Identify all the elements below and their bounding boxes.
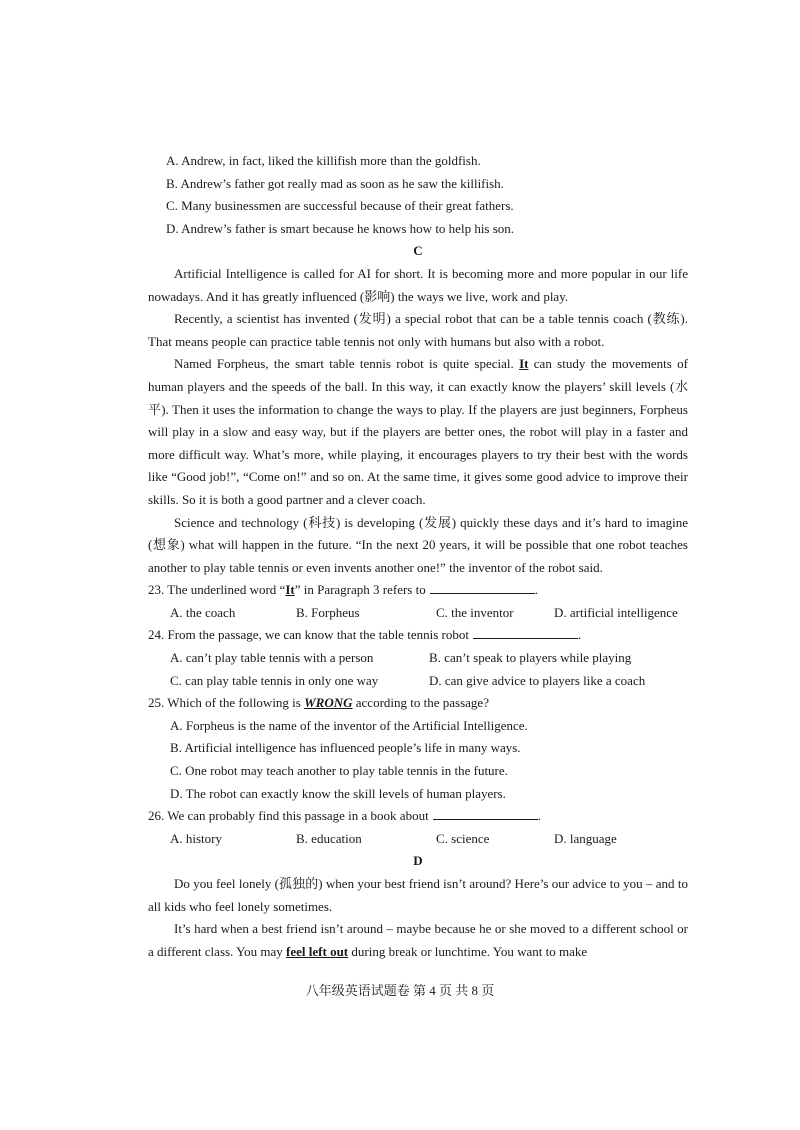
q25-option-c[interactable]: C. One robot may teach another to play table tennis in the future. (170, 763, 508, 779)
q24-options-row-2 (148, 670, 688, 693)
section-d-paragraph-2 (148, 918, 688, 963)
section-c-heading: C (413, 243, 423, 259)
question-23: 23. The underlined word “It” in Paragraph 3 refers to . (148, 582, 538, 598)
paragraph-3-start: Named Forpheus, the smart table tennis robot is quite special. (174, 356, 520, 372)
section-c-paragraph-1: Artificial Intelligence is called for AI for short. It is becoming more and more popular in our life nowadays. And it has greatly influenced (影响) the ways we live, work and play. (148, 265, 688, 304)
section-c-paragraph-2: Recently, a scientist has invented (发明) a special robot that can be a table tennis coach (教练). That means people can practice table tennis not only with humans but also with a robot. (148, 311, 688, 349)
q23-options (148, 602, 688, 625)
prev-option-d: D. Andrew’s father is smart because he knows how to help his son. (166, 220, 515, 236)
q26-options (148, 828, 688, 851)
q23-stem-start: 23. The underlined word “ (148, 582, 286, 598)
q25-option-d[interactable]: D. The robot can exactly know the skill levels of human players. (170, 785, 506, 801)
q24-option-a[interactable]: A. can’t play table tennis with a person (170, 650, 374, 666)
q23-underlined-it: It (285, 582, 295, 598)
prev-option-c: C. Many businessmen are successful because of their great fathers. (166, 198, 514, 214)
q26-option-a[interactable]: A. history (170, 830, 222, 846)
paragraph-2-start: It’s hard when a best friend isn’t around – maybe because he or she moved to a different school or a different class. You may (148, 921, 688, 959)
q23-option-c[interactable]: C. the inventor (436, 604, 514, 620)
q26-option-b[interactable]: B. education (296, 830, 362, 846)
section-d-paragraph-1: Do you feel lonely (孤独的) when your best friend isn’t around? Here’s our advice to you – and to all kids who feel lonely sometimes. (148, 876, 688, 914)
q24-option-b[interactable]: B. can’t speak to players while playing (429, 650, 632, 666)
question-26: 26. We can probably find this passage in a book about . (148, 808, 541, 824)
q23-option-d[interactable]: D. artificial intelligence (554, 604, 678, 620)
q26-option-d[interactable]: D. language (554, 830, 617, 846)
answer-blank[interactable] (430, 581, 535, 594)
q25-option-a[interactable]: A. Forpheus is the name of the inventor of the Artificial Intelligence. (170, 717, 528, 733)
underlined-it: It (519, 356, 529, 372)
underlined-phrase: feel left out (286, 943, 349, 959)
section-c-paragraph-4: Science and technology (科技) is developing (发展) quickly these days and it’s hard to imagine (想象) what will happen in the future. “In the next 20 years, it will be possible that one robot teaches another to play table tennis or even invents another one!” the inventor of the robot said. (148, 514, 688, 575)
page-content (148, 150, 688, 963)
paragraph-2-end: during break or lunchtime. You want to make (348, 943, 588, 959)
q26-stem: 26. We can probably find this passage in a book about (148, 808, 429, 824)
paragraph-3-rest: can study the movements of human players and the speeds of the ball. In this way, it can exactly know the players’ skill levels (水平). Then it uses the information to change the ways to play. If the players are just beginners, Forpheus will play in a slow and easy way, but if the players are better ones, the robot will play in a faster and more difficult way. What’s more, while playing, it encourages players to try their best with the words like “Good job!”, “Come on!” and so on. At the same time, it gives some good advice to improve their skills. So it is both a good partner and a clever coach. (148, 356, 688, 507)
q24-stem: 24. From the passage, we can know that the table tennis robot (148, 627, 469, 643)
prev-option-b: B. Andrew’s father got really mad as soon as he saw the killifish. (166, 175, 504, 191)
q24-option-d[interactable]: D. can give advice to players like a coach (429, 672, 646, 688)
q24-options-row-1 (148, 647, 688, 670)
answer-blank[interactable] (473, 626, 578, 639)
page-footer: 八年级英语试题卷 第 4 页 共 8 页 (305, 983, 495, 998)
q25-stem-end: according to the passage? (352, 695, 489, 711)
section-c-paragraph-3 (148, 353, 688, 511)
section-d-heading: D (413, 853, 423, 869)
q26-option-c[interactable]: C. science (436, 830, 490, 846)
q23-stem-end: ” in Paragraph 3 refers to (294, 582, 426, 598)
q23-option-a[interactable]: A. the coach (170, 604, 236, 620)
q25-option-b[interactable]: B. Artificial intelligence has influenced people’s life in many ways. (170, 740, 521, 756)
q23-option-b[interactable]: B. Forpheus (296, 604, 360, 620)
q25-stem-start: 25. Which of the following is (148, 695, 305, 711)
question-24: 24. From the passage, we can know that the table tennis robot . (148, 627, 582, 643)
q25-wrong-emphasis: WRONG (304, 695, 353, 711)
q24-option-c[interactable]: C. can play table tennis in only one way (170, 672, 379, 688)
answer-blank[interactable] (433, 807, 538, 820)
prev-option-a: A. Andrew, in fact, liked the killifish more than the goldfish. (166, 153, 481, 168)
question-25 (148, 692, 688, 715)
